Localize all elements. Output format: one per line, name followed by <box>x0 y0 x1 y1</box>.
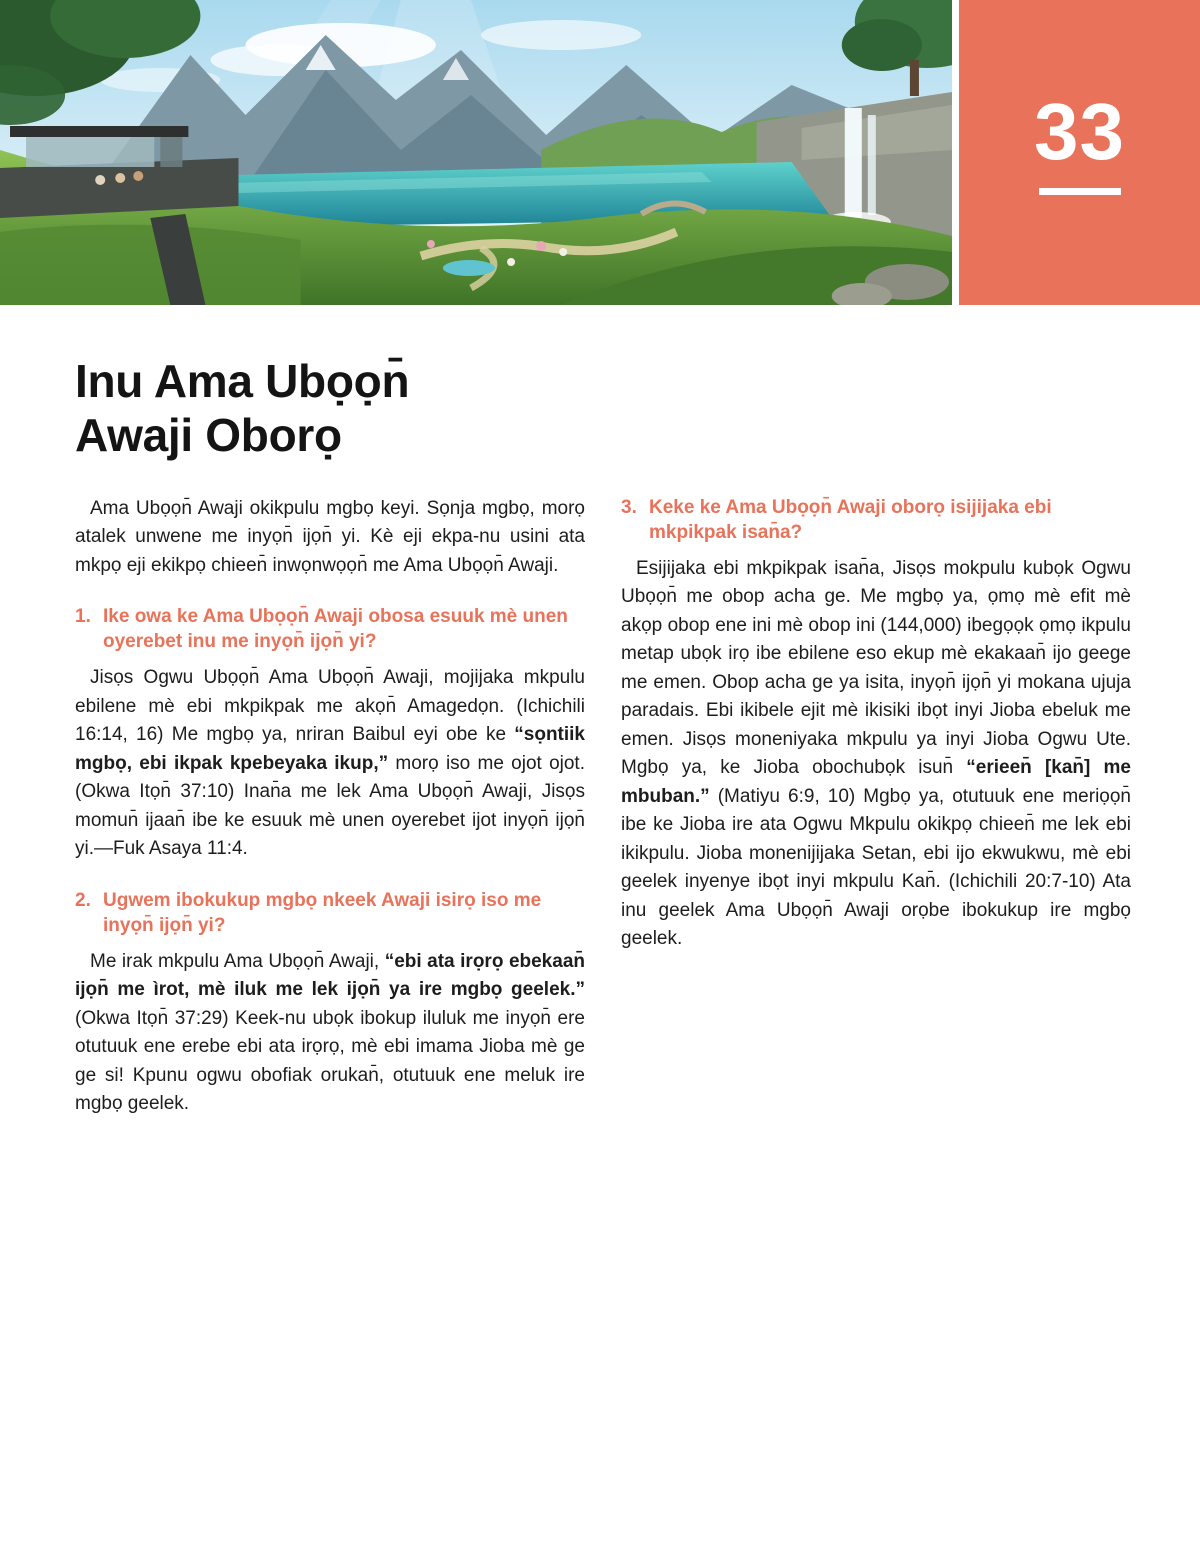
answer-3-paragraph: Esijijaka ebi mkpikpak isan̄a, Jisọs mokpulu kubọk Ogwu Ubọọn̄ me obop acha ge. Me mgbọ ya, ọmọ mè efit mè akọp obop ene ini mè obop ini (144,000) ibegọọk ọmọ ikpulu metap ubọk irọ ibe ebilene eso ekup mè ekakaan̄ ijo geege me emen. Obop acha ge ya isita, inyọn̄ ijọn̄ yi mokana ujuja paradais. Ebi ikibele ejit mè ikisiki ibọt inyi Jioba ebeluk me emen. Jisọs moneniyaka mkpulu ya inyi Jioba Ogwu Ute. Mgbọ ya, ke Jioba obochubọk isun̄ “erieen̄ [kan̄] me mbuban.” (Matiyu 6:9, 10) Mgbọ ya, otutuuk ene meriọọn̄ ibe ke Jioba ire ata Ogwu Mkpulu okikpọ chieen̄ me lek ebi ikikpulu. Jioba monenijijaka Setan, ebi ijo ekwukwu, mè ebi geelek inyenye ibọt inyi mkpulu Kan̄. (Ichichili 20:7-10) Ata inu geelek Ama Ubọọn̄ Awaji orọbe ibokukup ire mgbọ geelek. <box>621 557 1131 950</box>
question-1-text: Ike owa ke Ama Ubọọn̄ Awaji obosa esuuk mè unen oyerebet inu me inyọn̄ ijọn̄ yi? <box>103 606 568 653</box>
intro-paragraph: Ama Ubọọn̄ Awaji okikpulu mgbọ keyi. Sọnja mgbọ, morọ atalek unwene me inyọn̄ ijọn̄ yi. Kè eji ekpa-nu usini ata mkpọ eji ekikpọ chieen̄ inwọnwọọn̄ me Ama Ubọọn̄ Awaji. <box>75 497 585 576</box>
chapter-number: 33 <box>1034 87 1125 176</box>
chapter-number-block <box>959 0 1200 305</box>
question-2 <box>75 888 585 938</box>
hero-photo <box>0 0 952 305</box>
chapter-number-underline <box>1039 188 1121 195</box>
question-3 <box>621 495 1131 545</box>
page-title-line2: Awaji Oborọ <box>75 408 342 461</box>
page-title <box>75 355 1131 463</box>
hero-landscape-illustration <box>0 0 952 305</box>
answer-2-paragraph: Me irak mkpulu Ama Ubọọn̄ Awaji, “ebi ata irọrọ ebekaan̄ ijọn̄ me ìrot, mè iluk me lek ijọn̄ ya ire mgbọ geelek.” (Okwa Itọn̄ 37:29) Keek-nu ubọk ibokup iluluk me inyọn̄ ere otutuuk ene erebe ebi ata irọrọ, mè ebi imama Jioba mè ge ge si! Kpunu ogwu obofiak orukan̄, otutuuk ene meluk ire mgbọ geelek. <box>75 950 585 1115</box>
hero-banner <box>0 0 1200 305</box>
page-title-line1: Inu Ama Ubọọn̄ <box>75 355 410 407</box>
right-column <box>621 495 1131 972</box>
lesson-content <box>0 355 1200 1137</box>
question-3-number: 3. <box>621 496 637 518</box>
left-column <box>75 495 585 1137</box>
question-1-number: 1. <box>75 606 91 628</box>
question-3-text: Keke ke Ama Ubọọn̄ Awaji oborọ isijijaka ebi mkpikpak isan̄a? <box>649 496 1052 543</box>
two-column-layout <box>75 495 1131 1137</box>
question-1 <box>75 604 585 654</box>
answer-1-paragraph: Jisọs Ogwu Ubọọn̄ Ama Ubọọn̄ Awaji, mojijaka mkpulu ebilene mè ebi mkpikpak me akọn̄ Amagedọn. (Ichichili 16:14, 16) Me mgbọ ya, nriran Baibul eyi obe ke “sọntiik mgbọ, ebi ikpak kpebeyaka ikup,” morọ iso me ojot ojot. (Okwa Itọn̄ 37:10) Inan̄a me lek Ama Ubọọn̄ Awaji, Jisọs momun̄ ijaan̄ ibe ke esuuk mè unen oyerebet ijot inyọn̄ ijọn̄ yi.—Fuk Asaya 11:4. <box>75 667 585 860</box>
question-2-number: 2. <box>75 889 91 911</box>
question-2-text: Ugwem ibokukup mgbọ nkeek Awaji isirọ iso me inyọn̄ ijọn̄ yi? <box>103 889 542 936</box>
